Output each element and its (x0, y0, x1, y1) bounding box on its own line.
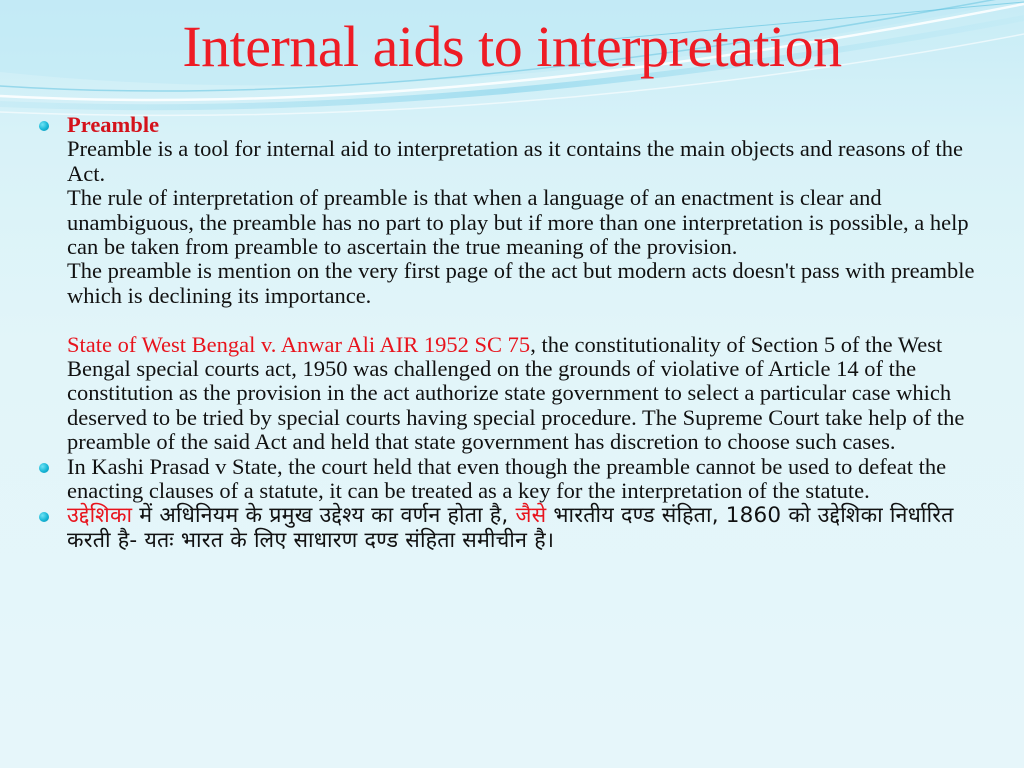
paragraph-spacer (67, 308, 979, 332)
slide-content (39, 113, 979, 553)
bullet-item-kashi-prasad (39, 455, 979, 504)
bullet-item-preamble (39, 113, 979, 455)
bullet-item-hindi (39, 503, 979, 553)
case-text: , the constitutionality of Section 5 of the West Bengal special courts act, 1950 was challenged on the grounds of violative of Article 14 of the constitution as the provision in the act authorize state government to select a particular case which deserved to be tried by special courts having special procedure. The Supreme Court take help of the preamble of the said Act and held that state government has discretion to choose such cases. (67, 331, 965, 455)
bullet-dot-icon (39, 512, 49, 522)
hindi-text: भारतीय दण्ड संहिता, 1860 को उद्देशिका निर्धारित करती है- यतः भारत के लिए साधारण दण्ड संहिता समीचीन है। (67, 503, 954, 554)
hindi-paragraph (67, 503, 979, 553)
bullet-paragraph: Preamble is a tool for internal aid to interpretation as it contains the main objects and reasons of the Act. (67, 136, 963, 186)
case-paragraph (67, 333, 979, 455)
hindi-red-mid: जैसे (515, 503, 547, 529)
hindi-red-lead: उद्देशिका (67, 503, 133, 529)
case-citation: State of West Bengal v. Anwar Ali AIR 1952 SC 75 (67, 331, 531, 357)
bullet-paragraph: The preamble is mention on the very first page of the act but modern acts doesn't pass with preamble which is declining its importance. (67, 258, 975, 308)
bullet-paragraph: In Kashi Prasad v State, the court held that even though the preamble cannot be used to defeat the enacting clauses of a statute, it can be treated as a key for the interpretation of the statute. (67, 453, 947, 504)
bullet-dot-icon (39, 121, 49, 131)
slide-title: Internal aids to interpretation (182, 14, 842, 79)
bullet-paragraph: The rule of interpretation of preamble is that when a language of an enactment is clear and unambiguous, the preamble has no part to play but if more than one interpretation is possible, a help can be taken from preamble to ascertain the true meaning of the provision. (67, 185, 969, 260)
bullet-dot-icon (39, 463, 49, 473)
hindi-text: में अधिनियम के प्रमुख उद्देश्य का वर्णन होता है, (132, 503, 516, 529)
bullet-heading: Preamble (67, 112, 160, 137)
